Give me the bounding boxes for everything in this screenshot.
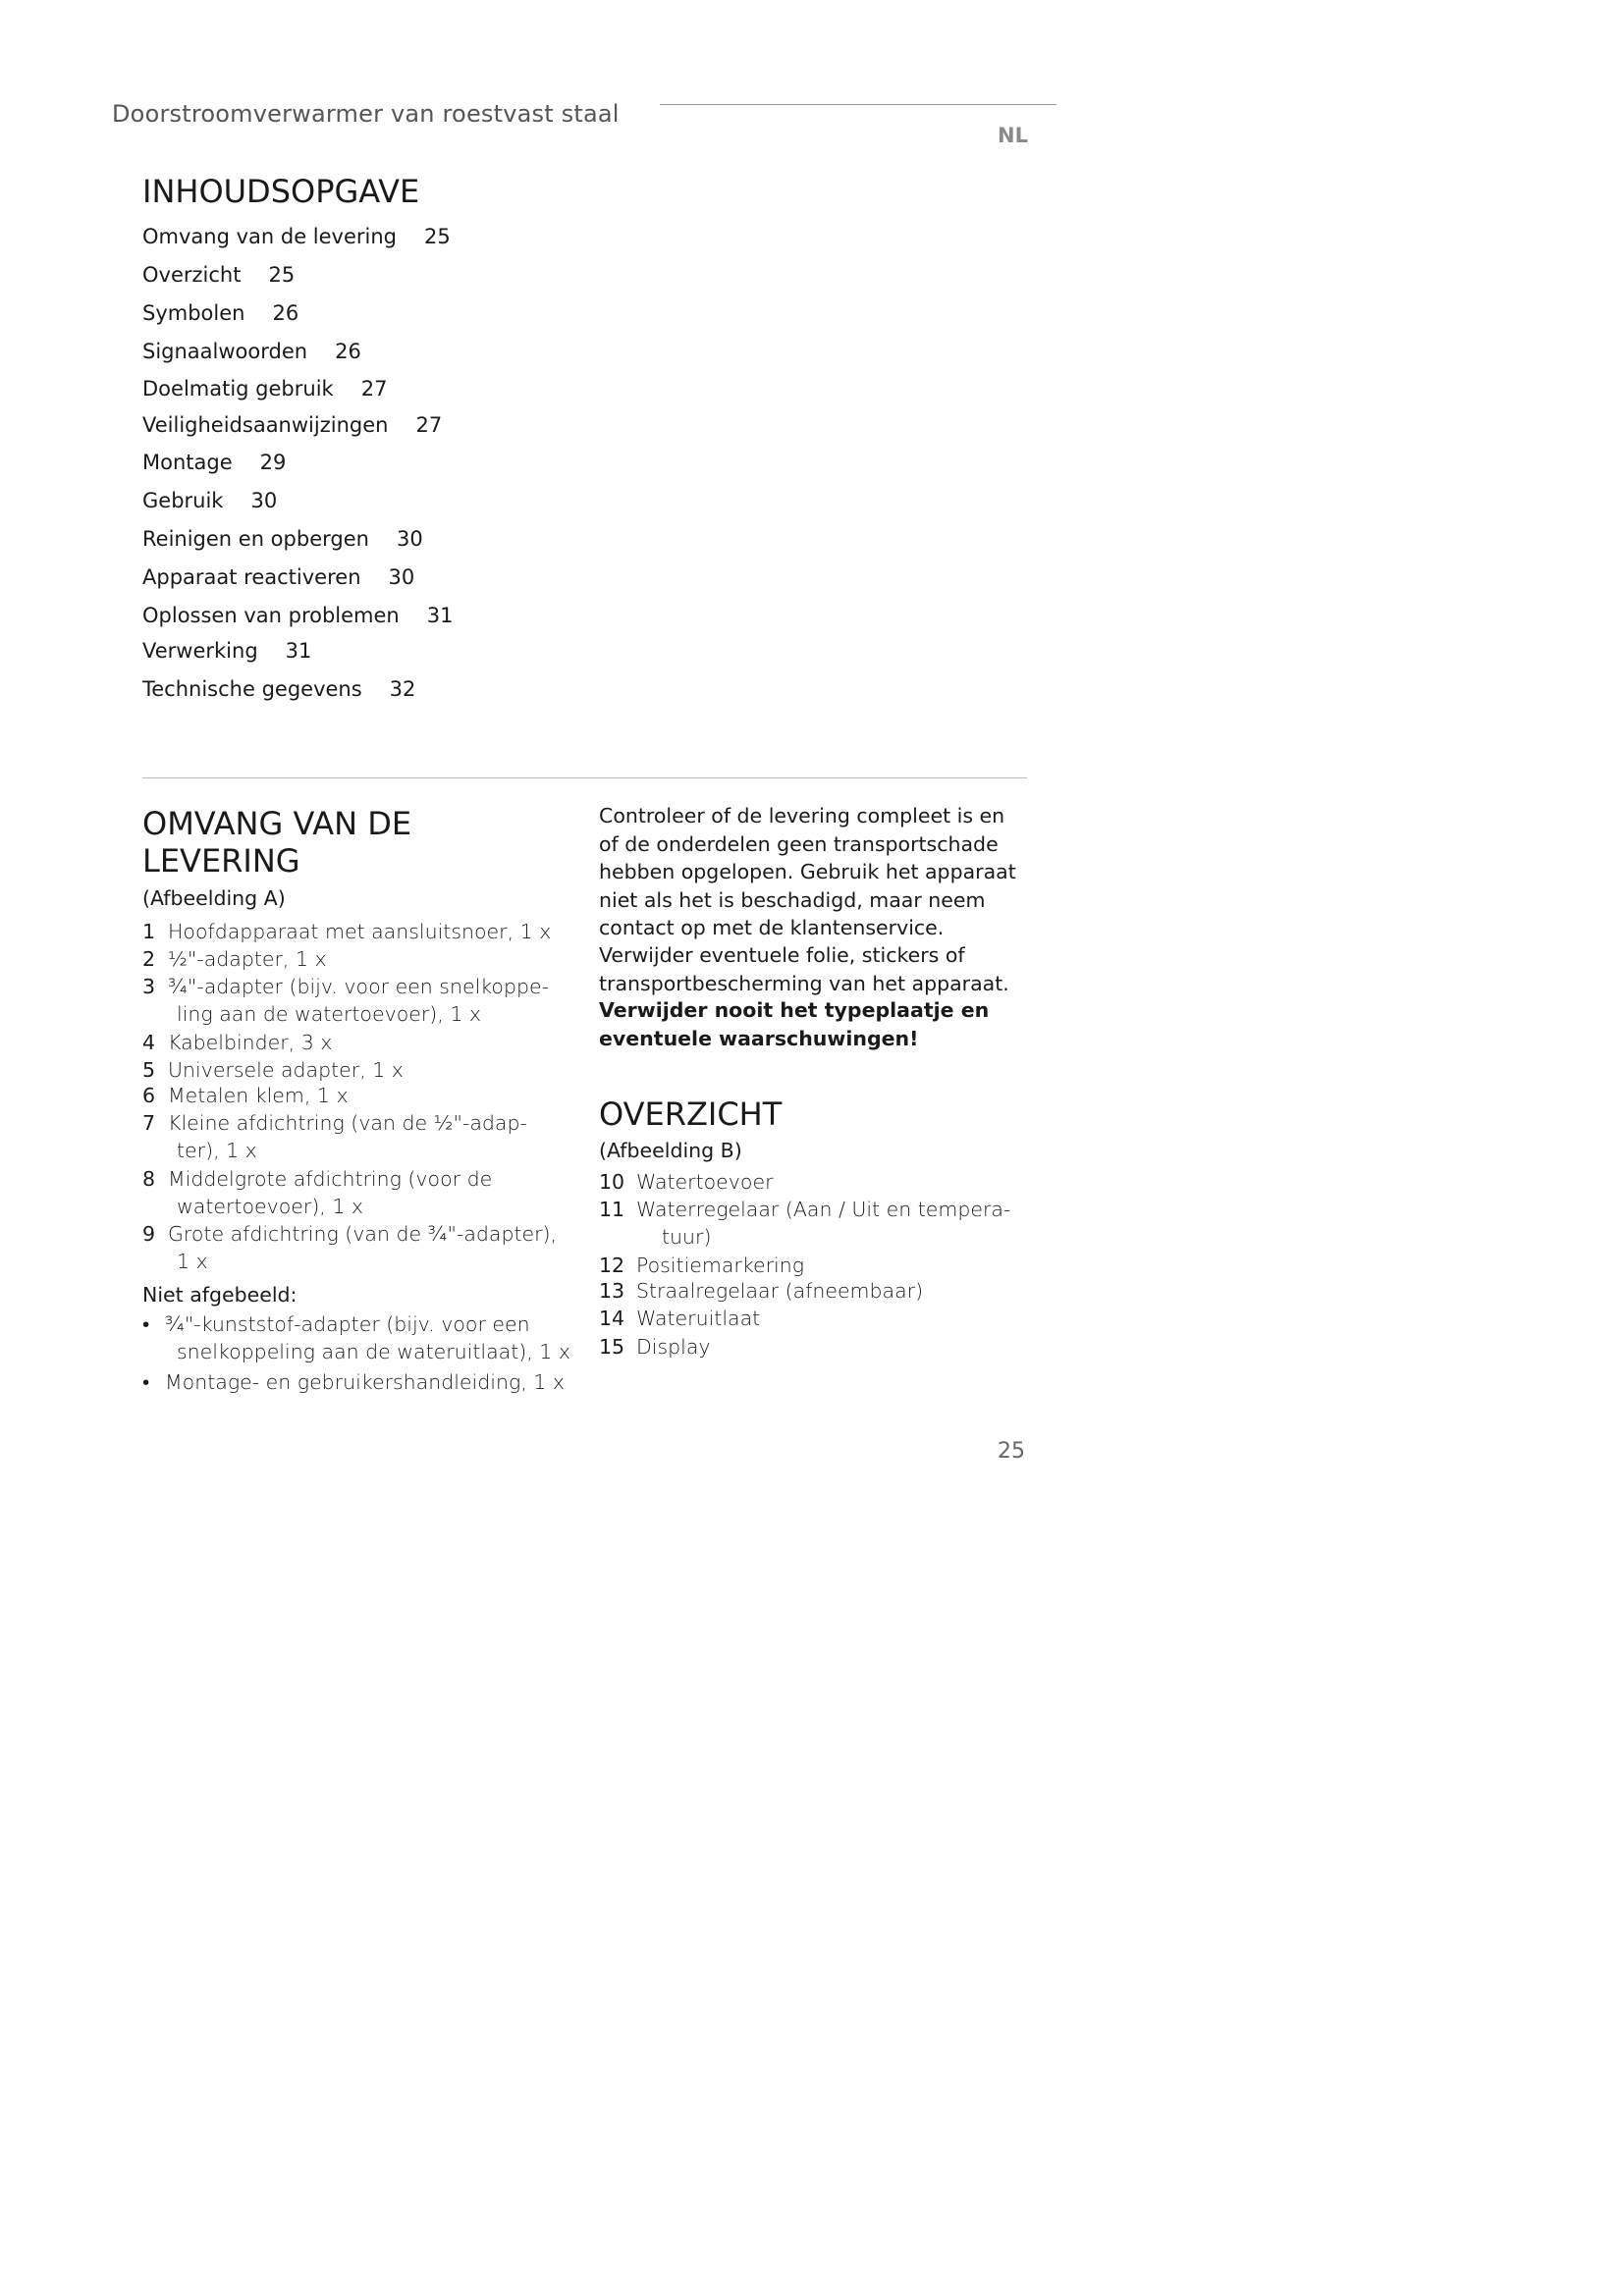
not-shown-item <box>142 1310 570 1365</box>
toc-entry <box>142 413 442 437</box>
toc-entry-label: Omvang van de levering <box>142 225 398 248</box>
item-number: 9 <box>142 1222 156 1246</box>
item-text-cont: tuur) <box>662 1225 712 1249</box>
toc-entry-page: 29 <box>259 451 287 474</box>
not-shown-label: Niet afgebeeld: <box>142 1283 298 1307</box>
section-divider <box>142 777 1027 778</box>
toc-entry-label: Overzicht <box>142 263 242 287</box>
delivery-item <box>142 1165 492 1220</box>
toc-entry-page: 25 <box>424 225 451 248</box>
not-shown-item <box>142 1368 565 1396</box>
item-text: Watertoevoer <box>636 1170 774 1194</box>
toc-entry <box>142 263 295 287</box>
text-line: Verwijder nooit het typeplaatje en <box>599 998 990 1022</box>
overview-title: OVERZICHT <box>599 1095 783 1133</box>
toc-entry <box>142 527 423 551</box>
toc-entry-page: 27 <box>415 413 443 437</box>
text-line: hebben opgelopen. Gebruik het apparaat <box>599 860 1016 883</box>
delivery-title-line: OMVANG VAN DE <box>142 805 412 842</box>
item-number: 14 <box>599 1307 625 1330</box>
toc-entry-label: Oplossen van problemen <box>142 604 400 627</box>
overview-item <box>599 1168 774 1196</box>
text-line: eventuele waarschuwingen! <box>599 1026 919 1050</box>
item-text: Kleine afdichtring (van de ½"-adap- <box>168 1111 527 1135</box>
text-line: niet als het is beschadigd, maar neem <box>599 887 986 912</box>
toc-entry-label: Technische gegevens <box>142 677 362 701</box>
delivery-title-line: LEVERING <box>142 842 300 880</box>
item-text-cont: watertoevoer), 1 x <box>177 1195 364 1218</box>
delivery-item <box>142 1029 332 1056</box>
toc-entry <box>142 377 387 400</box>
overview-item <box>599 1333 711 1361</box>
toc-entry-page: 30 <box>396 527 423 551</box>
toc-entry <box>142 301 298 325</box>
toc-entry-label: Doelmatig gebruik <box>142 377 334 400</box>
overview-figure-ref: (Afbeelding B) <box>599 1139 742 1162</box>
toc-entry-page: 31 <box>426 604 454 627</box>
bullet-text: • Montage- en gebruikershandleiding, 1 x <box>142 1370 565 1394</box>
toc-entry <box>142 451 286 474</box>
item-text: Middelgrote afdichtring (voor de <box>168 1167 493 1191</box>
item-number: 1 <box>142 920 156 943</box>
item-number: 7 <box>142 1111 156 1135</box>
delivery-title <box>142 805 411 880</box>
toc-entry-page: 26 <box>335 340 361 363</box>
header-rule <box>660 104 1056 105</box>
delivery-item <box>142 945 327 973</box>
item-number: 4 <box>142 1031 156 1054</box>
bullet-text-cont: snelkoppeling aan de wateruitlaat), 1 x <box>177 1340 570 1363</box>
item-text: ½"-adapter, 1 x <box>168 947 327 971</box>
item-text: Waterregelaar (Aan / Uit en tempera- <box>636 1198 1011 1221</box>
delivery-item <box>142 1220 557 1275</box>
item-number: 11 <box>599 1198 625 1221</box>
bullet-text: • ¾"-kunststof-adapter (bijv. voor een <box>142 1312 530 1336</box>
page-number: 25 <box>998 1439 1025 1464</box>
item-number: 12 <box>599 1254 625 1277</box>
overview-item <box>599 1305 760 1332</box>
item-text: Kabelbinder, 3 x <box>168 1031 333 1054</box>
item-number: 13 <box>599 1279 625 1303</box>
text-line: contact op met de klantenservice. <box>599 916 945 939</box>
remove-paragraph <box>599 941 1009 997</box>
item-text: Positiemarkering <box>636 1254 805 1277</box>
toc-entry-label: Reinigen en opbergen <box>142 527 369 551</box>
running-header: Doorstroomverwarmer van roestvast staal <box>112 100 620 128</box>
item-text-cont: ter), 1 x <box>177 1139 257 1162</box>
item-number: 6 <box>142 1084 156 1107</box>
toc-entry-page: 32 <box>389 677 416 701</box>
item-text: Hoofdapparaat met aansluitsnoer, 1 x <box>168 920 552 943</box>
toc-entry-page: 30 <box>250 489 278 512</box>
text-line: Controleer of de levering compleet is en <box>599 804 1005 828</box>
item-number: 5 <box>142 1058 156 1082</box>
delivery-item <box>142 973 549 1028</box>
item-text: Display <box>636 1335 711 1359</box>
item-text: Wateruitlaat <box>636 1307 761 1330</box>
toc-entry <box>142 225 451 248</box>
toc-entry-page: 27 <box>360 377 388 400</box>
toc-entry-page: 25 <box>268 263 296 287</box>
item-number: 10 <box>599 1170 625 1194</box>
item-text: Metalen klem, 1 x <box>168 1084 349 1107</box>
item-number: 2 <box>142 947 156 971</box>
text-line: transportbescherming van het apparaat. <box>599 971 1009 995</box>
item-text: Grote afdichtring (van de ¾"-adapter), <box>168 1222 558 1246</box>
warning-paragraph <box>599 996 989 1052</box>
overview-item <box>599 1252 804 1279</box>
language-code: NL <box>998 124 1028 147</box>
delivery-item <box>142 1056 404 1084</box>
delivery-item <box>142 1109 527 1164</box>
item-text: ¾"-adapter (bijv. voor een snelkoppe- <box>168 975 550 998</box>
overview-item <box>599 1196 1010 1251</box>
toc-entry-page: 26 <box>272 301 299 325</box>
toc-entry-label: Signaalwoorden <box>142 340 308 363</box>
item-text-cont: ling aan de watertoevoer), 1 x <box>177 1002 482 1026</box>
text-line: Verwijder eventuele folie, stickers of <box>599 943 965 967</box>
item-number: 15 <box>599 1335 625 1359</box>
toc-entry-label: Montage <box>142 451 233 474</box>
toc-entry-label: Symbolen <box>142 301 245 325</box>
toc-entry-label: Gebruik <box>142 489 224 512</box>
toc-entry-label: Apparaat reactiveren <box>142 565 361 589</box>
delivery-item <box>142 918 551 945</box>
item-text-cont: 1 x <box>177 1250 208 1273</box>
toc-entry <box>142 340 361 363</box>
toc-entry-label: Veiligheidsaanwijzingen <box>142 413 389 437</box>
overview-item <box>599 1277 923 1305</box>
toc-entry <box>142 489 277 512</box>
delivery-item <box>142 1082 349 1109</box>
item-text: Universele adapter, 1 x <box>168 1058 404 1082</box>
item-number: 8 <box>142 1167 156 1191</box>
check-paragraph <box>599 802 1016 942</box>
toc-entry <box>142 677 415 701</box>
toc-entry <box>142 604 453 627</box>
delivery-figure-ref: (Afbeelding A) <box>142 886 286 910</box>
item-text: Straalregelaar (afneembaar) <box>636 1279 924 1303</box>
toc-entry <box>142 565 414 589</box>
toc-title: INHOUDSOPGAVE <box>142 173 420 210</box>
toc-entry-label: Verwerking <box>142 639 258 663</box>
toc-entry-page: 30 <box>388 565 415 589</box>
toc-entry <box>142 639 311 663</box>
text-line: of de onderdelen geen transportschade <box>599 831 999 856</box>
item-number: 3 <box>142 975 156 998</box>
toc-entry-page: 31 <box>285 639 312 663</box>
